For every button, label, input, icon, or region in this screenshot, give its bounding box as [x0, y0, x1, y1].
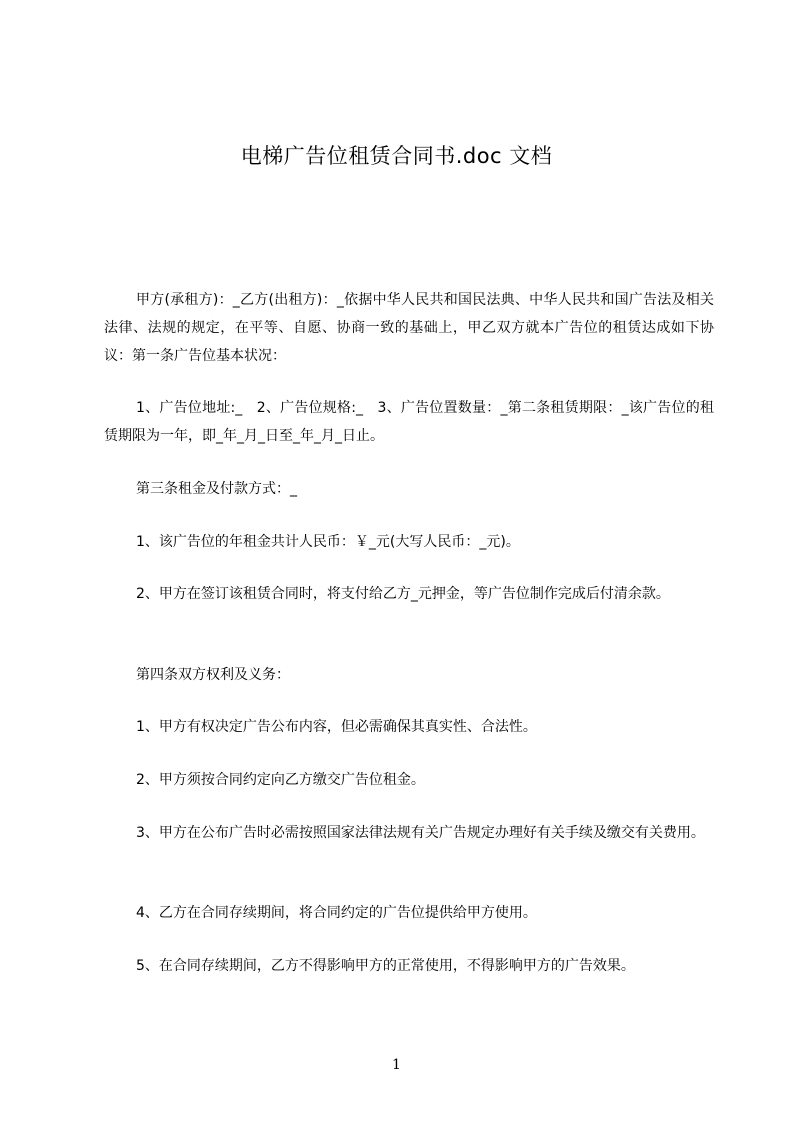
paragraph-annual-rent: 1、该广告位的年租金共计人民币：￥_元(大写人民币：_元)。: [136, 534, 520, 550]
paragraph-article-3-heading: 第三条租金及付款方式：_: [136, 481, 297, 497]
paragraph-right-5: 5、在合同存续期间，乙方不得影响甲方的正常使用，不得影响甲方的广告效果。: [136, 958, 635, 974]
paragraph-right-1: 1、甲方有权决定广告公布内容，但必需确保其真实性、合法性。: [136, 719, 537, 735]
paragraph-ad-basic-info: 1、广告位地址:_ 2、广告位规格:_ 3、广告位置数量：_第二条租赁期限：_该广告位的租赁期限为一年，即_年_月_日至_年_月_日止。: [104, 400, 714, 444]
paragraph-right-4: 4、乙方在合同存续期间，将合同约定的广告位提供给甲方使用。: [136, 905, 537, 921]
document-title: 电梯广告位租赁合同书.doc 文档: [240, 144, 553, 168]
paragraph-right-3: 3、甲方在公布广告时必需按照国家法律法规有关广告规定办理好有关手续及缴交有关费用。: [136, 825, 705, 841]
paragraph-deposit: 2、甲方在签订该租赁合同时，将支付给乙方_元押金，等广告位制作完成后付清余款。: [136, 586, 670, 602]
paragraph-right-2: 2、甲方须按合同约定向乙方缴交广告位租金。: [136, 772, 425, 788]
paragraph-parties-intro: 甲方(承租方)：_乙方(出租方)：_依据中华人民共和国民法典、中华人民共和国广告法及相关法律、法规的规定，在平等、自愿、协商一致的基础上，甲乙双方就本广告位的租赁达成如下协议：第一条广告位基本状况：: [104, 292, 714, 364]
paragraph-article-4-heading: 第四条双方权利及义务：: [136, 667, 290, 683]
page-number: 1: [392, 1057, 401, 1073]
